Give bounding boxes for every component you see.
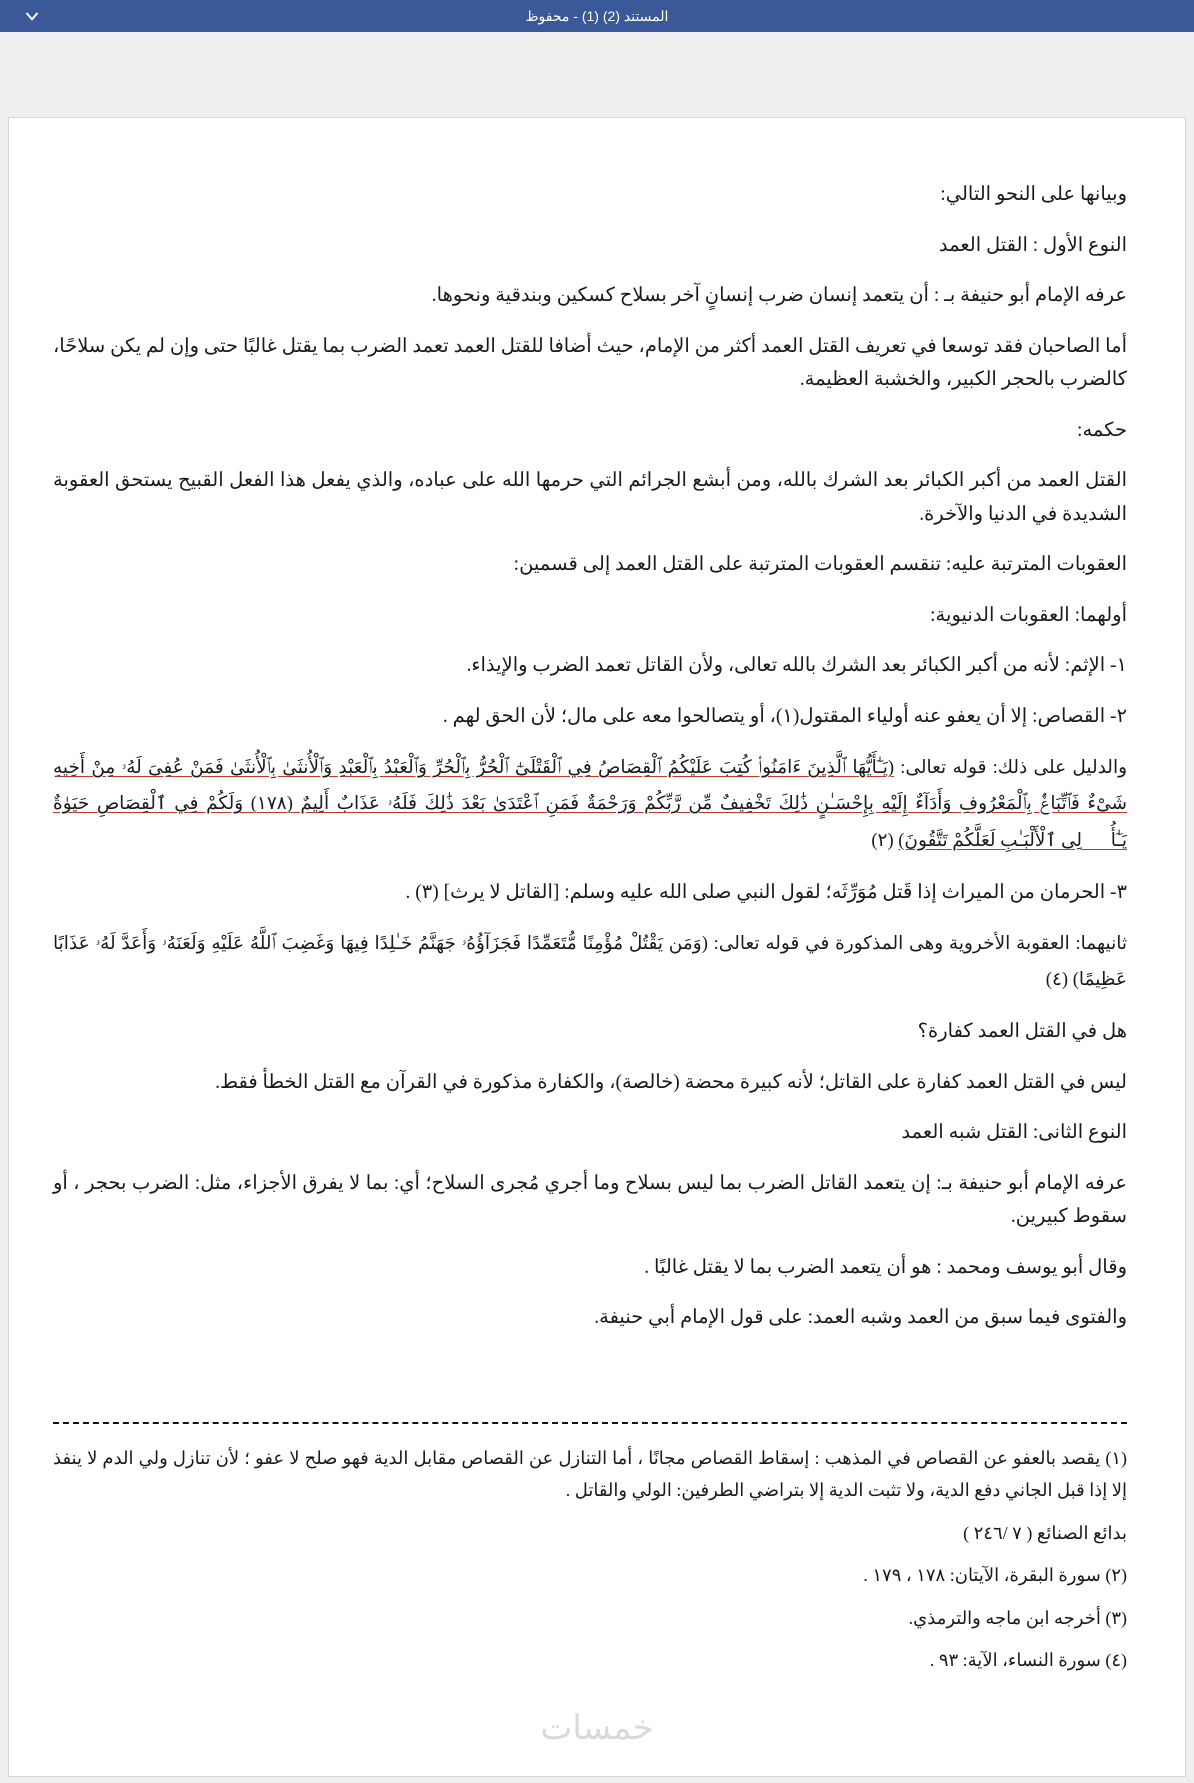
footnote-1-source: بدائع الصنائع ( ٧ /٢٤٦ ) xyxy=(963,1522,1127,1543)
quran2-reference-marker: (٤) xyxy=(1045,970,1069,991)
quran2-verse-text: (وَمَن يَقْتُلْ مُؤْمِنًا مُّتَعَمِّدًا فَجَزَآؤُهُۥ جَهَنَّمُ خَـٰلِدًا فِيهَا وَغَضِبَ ٱللَّهُ عَلَيْهِ وَلَعَنَهُۥ وَأَعَدَّ لَهُۥ عَذَابًا عَظِيمًا) xyxy=(53,934,1127,991)
quran-quote-baqarah xyxy=(53,750,1127,858)
paragraph-definition-abu-hanifa: عرفه الإمام أبو حنيفة بـ : أن يتعمد إنسان ضرب إنسانٍ آخر بسلاح كسكين وبندقية ونحوها. xyxy=(431,285,1127,307)
title-bar xyxy=(0,0,1194,32)
heading-type-two: النوع الثانى: القتل شبه العمد xyxy=(901,1122,1127,1144)
heading-worldly-penalties: أولهما: العقوبات الدنيوية: xyxy=(930,604,1127,626)
paragraph-penalties-intro: العقوبات المترتبة عليه: تنقسم العقوبات المترتبة على القتل العمد إلى قسمين: xyxy=(513,554,1127,576)
list-item-qisas: ٢- القصاص: إلا أن يعفو عنه أولياء المقتول(١)، أو يتصالحوا معه على مال؛ لأن الحق لهم . xyxy=(442,705,1127,727)
paragraph-definition-shibh-amd: عرفه الإمام أبو حنيفة بـ: إن يتعمد القاتل الضرب بما ليس بسلاح وما أجري مُجرى السلاح؛ أي: بما لا يفرق الأجزاء، مثل: الضرب بحجر ، أو سقوط كبيرين. xyxy=(53,1172,1127,1228)
quran2-lead-text: ثانيهما: العقوبة الأخروية وهى المذكورة في قوله تعالى: xyxy=(713,934,1128,955)
watermark: خمسات xyxy=(540,1709,654,1747)
paragraph-abu-yusuf-muhammad: وقال أبو يوسف ومحمد : هو أن يتعمد الضرب بما لا يقتل غالبًا . xyxy=(644,1256,1127,1278)
quran-reference-marker: (٢) xyxy=(871,830,894,851)
paragraph-intro: وبيانها على النحو التالي: xyxy=(940,184,1127,205)
paragraph-fatwa: والفتوى فيما سبق من العمد وشبه العمد: على قول الإمام أبي حنيفة. xyxy=(594,1307,1127,1329)
document-title: المستند (2) (1) - محفوظ xyxy=(525,7,669,24)
chevron-down-icon[interactable] xyxy=(22,6,42,26)
question-kaffara: هل في القتل العمد كفارة؟ xyxy=(917,1021,1127,1043)
heading-ruling: حكمه: xyxy=(1077,419,1127,441)
footnotes-section xyxy=(53,1442,1127,1676)
list-item-sin: ١- الإثم: لأنه من أكبر الكبائر بعد الشرك بالله تعالى، ولأن القاتل تعمد الضرب والإيذاء. xyxy=(466,655,1127,677)
footnote-separator xyxy=(53,1422,1127,1424)
paragraph-kaffara-answer: ليس في القتل العمد كفارة على القاتل؛ لأنه كبيرة محضة (خالصة)، والكفارة مذكورة في القرآن مع القتل الخطأ فقط. xyxy=(215,1071,1127,1093)
paragraph-sahiban: أما الصاحبان فقد توسعا في تعريف القتل العمد أكثر من الإمام، حيث أضافا للقتل العمد تعمد الضرب بما يقتل غالبًا حتى وإن لم يكن سلاحًا، كالضرب بالحجر الكبير، والخشبة العظيمة. xyxy=(53,335,1127,391)
quran-quote-nisa xyxy=(53,926,1127,998)
footnote-4: (٤) سورة النساء، الآية: ٩٣ . xyxy=(929,1649,1127,1670)
document-body xyxy=(53,178,1127,1676)
viewer-background-top xyxy=(0,32,1194,117)
footnote-1: (١) يقصد بالعفو عن القصاص في المذهب : إسقاط القصاص مجانًا ، أما التنازل عن القصاص مقابل الدية فهو صلح لا عفو ؛ لأن تنازل ولي الدم لا ينفذ إلا إذا قبل الجاني دفع الدية، ولا تثبت الدية إلا بتراضي الطرفين: الولي والقاتل . xyxy=(53,1447,1127,1501)
list-item-inheritance: ٣- الحرمان من الميراث إذا قَتل مُوَرِّثَه؛ لقول النبي صلى الله عليه وسلم: [القاتل لا يرث] (٣) . xyxy=(405,881,1127,903)
paragraph-ruling-body: القتل العمد من أكبر الكبائر بعد الشرك بالله، ومن أبشع الجرائم التي حرمها الله على عباده، والذي يفعل هذا الفعل القبيح يستحق العقوبة الشديدة في الدنيا والآخرة. xyxy=(53,470,1127,525)
document-page[interactable] xyxy=(8,117,1186,1777)
content-spacer xyxy=(53,1352,1127,1380)
quran-verse-text: (يَـٰٓأَيُّهَا ٱلَّذِينَ ءَامَنُوا۟ كُتِبَ عَلَيْكُمُ ٱلْقِصَاصُ فِي ٱلْقَتْلَىٰٓ ٱلْحُرُّ بِٱلْحُرِّ وَٱلْعَبْدُ بِٱلْعَبْدِ وَٱلْأُنثَىٰ بِٱلْأُنثَىٰ فَمَنْ عُفِىَ لَهُۥ مِنْ أَخِيهِ شَىْءٌ فَٱتِّبَاعٌۢ بِٱلْمَعْرُوفِ وَأَدَآءٌ إِلَيْهِ بِإِحْسَـٰنٍ ذَٰلِكَ تَخْفِيفٌ مِّن رَّبِّكُمْ وَرَحْمَةٌ فَمَنِ ٱعْتَدَىٰ بَعْدَ ذَٰلِكَ فَلَهُۥ عَذَابٌ أَلِيمٌ (١٧٨) وَلَكُمْ فِي ٱلْقِصَاصِ حَيَوٰةٌ يَـٰٓأُو۟لِى ٱلْأَلْبَـٰبِ لَعَلَّكُمْ تَتَّقُونَ) xyxy=(53,758,1127,851)
footnote-3: (٣) أخرجه ابن ماجه والترمذي. xyxy=(908,1607,1127,1628)
heading-type-one: النوع الأول : القتل العمد xyxy=(938,234,1127,256)
quran-lead-text: والدليل على ذلك: قوله تعالى: xyxy=(900,758,1128,779)
footnote-2: (٢) سورة البقرة، الآيتان: ١٧٨ ، ١٧٩ . xyxy=(863,1565,1127,1586)
